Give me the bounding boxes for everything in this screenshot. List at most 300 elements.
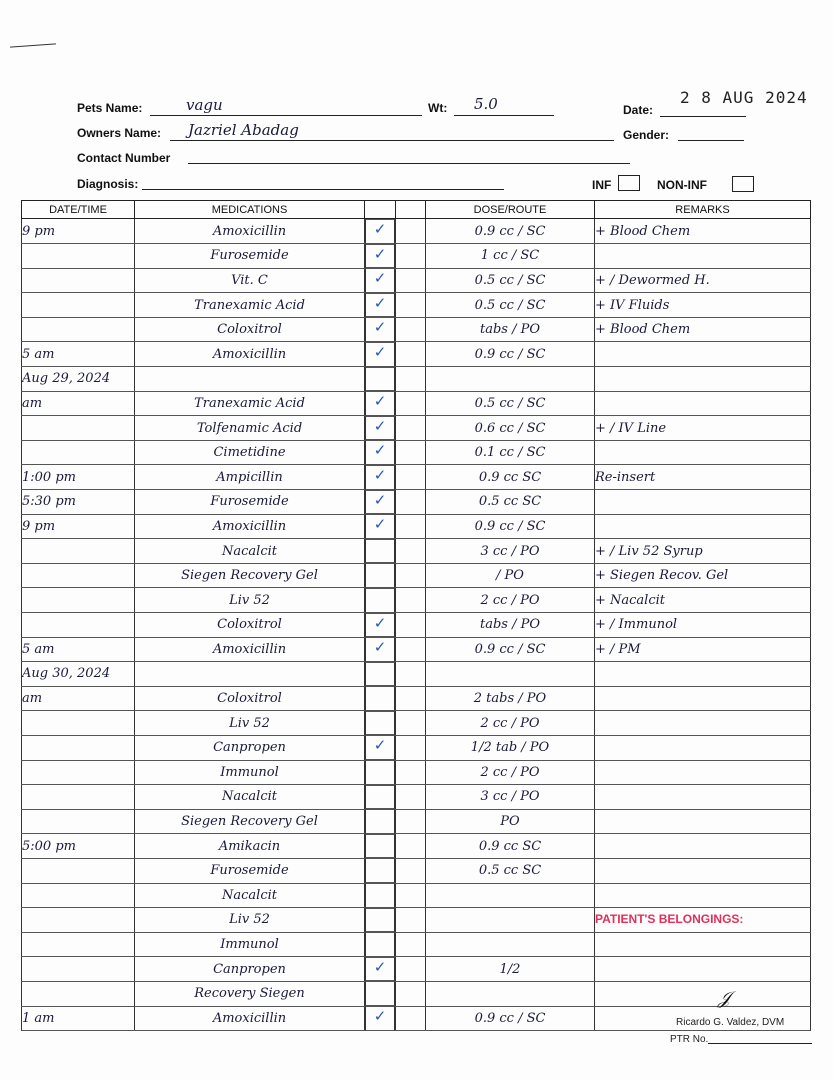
check-cell[interactable] — [365, 760, 395, 785]
check-cell[interactable] — [365, 883, 395, 908]
remarks-cell[interactable] — [595, 932, 811, 957]
medication-cell[interactable] — [135, 514, 365, 539]
medication-cell[interactable] — [135, 416, 365, 441]
check-cell[interactable] — [365, 834, 395, 859]
dose-route-cell[interactable] — [426, 760, 595, 785]
check-cell[interactable] — [365, 662, 395, 687]
check-cell[interactable] — [365, 785, 395, 810]
date-time-text: 5:00 pm — [22, 838, 76, 854]
table-row — [22, 268, 811, 293]
dose-route-cell[interactable] — [426, 1006, 595, 1031]
dose-route-cell[interactable] — [426, 858, 595, 883]
gender-label: Gender: — [623, 128, 670, 142]
check-cell-2[interactable] — [396, 391, 426, 416]
medication-cell[interactable] — [135, 465, 365, 490]
check-cell[interactable] — [365, 293, 395, 318]
check-cell-2[interactable] — [396, 219, 426, 244]
check-cell-2[interactable] — [396, 588, 426, 613]
check-cell[interactable] — [365, 908, 395, 933]
table-row — [22, 834, 811, 859]
check-cell-2[interactable] — [396, 514, 426, 539]
table-row — [22, 809, 811, 834]
date-time-cell[interactable] — [22, 908, 135, 933]
dose-route-cell[interactable] — [426, 465, 595, 490]
table-row — [22, 244, 811, 269]
medication-text: Liv 52 — [229, 592, 270, 608]
dose-route-cell[interactable] — [426, 883, 595, 908]
check-cell[interactable] — [365, 637, 395, 662]
check-cell-2[interactable] — [396, 883, 426, 908]
dose-route-cell[interactable] — [426, 981, 595, 1006]
medication-text: Amikacin — [218, 838, 281, 854]
medication-text: Cimetidine — [213, 445, 286, 461]
date-time-cell[interactable] — [22, 1006, 135, 1031]
remarks-cell[interactable] — [595, 244, 811, 269]
dose-route-cell[interactable] — [426, 908, 595, 933]
dose-route-text: 0.9 cc SC — [478, 469, 542, 485]
medication-cell[interactable] — [135, 834, 365, 859]
medication-text: Nacalcit — [222, 789, 277, 805]
remarks-cell[interactable] — [595, 563, 811, 588]
date-time-cell[interactable] — [22, 785, 135, 810]
remarks-text: + / IV Line — [595, 420, 667, 436]
check-cell-2[interactable] — [396, 367, 426, 392]
check-cell-2[interactable] — [396, 317, 426, 342]
date-label: Date: — [623, 103, 654, 117]
remarks-cell[interactable] — [595, 342, 811, 367]
remarks-cell[interactable] — [595, 686, 811, 711]
date-time-cell[interactable] — [22, 367, 135, 392]
table-row — [22, 686, 811, 711]
owners-name-value[interactable]: Jazriel Abadag — [188, 121, 299, 139]
date-time-text: 1:00 pm — [22, 469, 76, 485]
remarks-cell[interactable] — [595, 908, 811, 933]
remarks-text: PATIENT'S BELONGINGS: — [595, 912, 744, 927]
checkmark-icon: ✓ — [373, 957, 387, 976]
check-cell-2[interactable] — [396, 957, 426, 982]
dose-route-cell[interactable] — [426, 613, 595, 638]
dose-route-cell[interactable] — [426, 416, 595, 441]
check-cell-2[interactable] — [396, 416, 426, 441]
dose-route-text: 0.6 cc / SC — [474, 420, 546, 436]
table-row — [22, 662, 811, 687]
table-row — [22, 858, 811, 883]
remarks-text: + IV Fluids — [595, 297, 670, 313]
header-dose-route: DOSE/ROUTE — [426, 201, 595, 219]
check-cell[interactable] — [365, 563, 395, 588]
dose-route-cell[interactable] — [426, 588, 595, 613]
checkmark-icon: ✓ — [373, 515, 387, 534]
check-cell[interactable] — [365, 268, 395, 293]
medication-cell[interactable] — [135, 588, 365, 613]
medication-cell[interactable] — [135, 367, 365, 392]
dose-route-cell[interactable] — [426, 711, 595, 736]
medication-cell[interactable] — [135, 244, 365, 269]
dose-route-cell[interactable] — [426, 244, 595, 269]
check-cell[interactable] — [365, 465, 395, 490]
check-cell-2[interactable] — [396, 932, 426, 957]
date-time-cell[interactable] — [22, 342, 135, 367]
check-cell-2[interactable] — [396, 858, 426, 883]
medication-cell[interactable] — [135, 662, 365, 687]
check-cell-2[interactable] — [396, 440, 426, 465]
check-cell-2[interactable] — [396, 735, 426, 760]
medication-cell[interactable] — [135, 760, 365, 785]
medication-cell[interactable] — [135, 785, 365, 810]
remarks-cell[interactable] — [595, 613, 811, 638]
medication-cell[interactable] — [135, 908, 365, 933]
dose-route-cell[interactable] — [426, 834, 595, 859]
dose-route-text: 0.5 cc / SC — [474, 395, 546, 411]
medication-text: Nacalcit — [222, 887, 277, 903]
remarks-cell[interactable] — [595, 268, 811, 293]
date-time-cell[interactable] — [22, 219, 135, 244]
remarks-cell[interactable] — [595, 981, 811, 1006]
medication-cell[interactable] — [135, 293, 365, 318]
date-time-cell[interactable] — [22, 416, 135, 441]
gender-line[interactable] — [678, 140, 744, 141]
date-time-cell[interactable] — [22, 858, 135, 883]
remarks-cell[interactable] — [595, 637, 811, 662]
remarks-text: + / Immunol — [595, 617, 678, 633]
remarks-cell[interactable] — [595, 317, 811, 342]
diagnosis-label: Diagnosis: — [77, 177, 139, 191]
check-cell[interactable] — [365, 514, 395, 539]
date-time-cell[interactable] — [22, 440, 135, 465]
check-cell-2[interactable] — [396, 662, 426, 687]
medication-cell[interactable] — [135, 637, 365, 662]
date-time-cell[interactable] — [22, 588, 135, 613]
date-time-text: am — [22, 395, 43, 411]
remarks-text: + Blood Chem — [595, 322, 691, 338]
check-cell[interactable] — [365, 588, 395, 613]
date-time-cell[interactable] — [22, 244, 135, 269]
medication-text: Amoxicillin — [212, 641, 287, 657]
dose-route-cell[interactable] — [426, 490, 595, 515]
medication-text: Furosemide — [210, 248, 289, 264]
date-time-cell[interactable] — [22, 957, 135, 982]
dose-route-cell[interactable] — [426, 293, 595, 318]
check-cell[interactable] — [365, 957, 395, 982]
medication-cell[interactable] — [135, 440, 365, 465]
checkmark-icon: ✓ — [373, 293, 387, 312]
date-time-cell[interactable] — [22, 490, 135, 515]
dose-route-cell[interactable] — [426, 932, 595, 957]
remarks-text: + Siegen Recov. Gel — [595, 568, 729, 584]
remarks-cell[interactable] — [595, 293, 811, 318]
medication-text: Vit. C — [231, 272, 268, 288]
dose-route-text: 0.9 cc / SC — [474, 641, 546, 657]
table-row — [22, 613, 811, 638]
date-time-cell[interactable] — [22, 268, 135, 293]
medication-cell[interactable] — [135, 391, 365, 416]
date-time-cell[interactable] — [22, 834, 135, 859]
check-cell-2[interactable] — [396, 981, 426, 1006]
remarks-cell[interactable] — [595, 834, 811, 859]
medication-cell[interactable] — [135, 686, 365, 711]
dose-route-cell[interactable] — [426, 735, 595, 760]
check-cell[interactable] — [365, 1006, 395, 1031]
dose-route-text: 1 cc / SC — [480, 248, 540, 264]
remarks-cell[interactable] — [595, 465, 811, 490]
remarks-cell[interactable] — [595, 416, 811, 441]
table-row — [22, 293, 811, 318]
check-cell-2[interactable] — [396, 711, 426, 736]
check-cell-2[interactable] — [396, 465, 426, 490]
check-cell-2[interactable] — [396, 834, 426, 859]
check-cell-2[interactable] — [396, 637, 426, 662]
dose-route-text: 2 cc / PO — [480, 715, 540, 731]
remarks-cell[interactable] — [595, 440, 811, 465]
remarks-cell[interactable] — [595, 735, 811, 760]
table-row — [22, 391, 811, 416]
table-row — [22, 342, 811, 367]
remarks-cell[interactable] — [595, 539, 811, 564]
remarks-cell[interactable] — [595, 662, 811, 687]
medication-text: Ampicillin — [216, 469, 283, 485]
date-stamp[interactable]: 2 8 AUG 2024 — [680, 88, 808, 107]
check-cell[interactable] — [365, 539, 395, 564]
date-time-cell[interactable] — [22, 760, 135, 785]
check-cell-2[interactable] — [396, 1006, 426, 1031]
date-time-text: am — [22, 691, 43, 707]
medication-cell[interactable] — [135, 317, 365, 342]
check-cell-2[interactable] — [396, 244, 426, 269]
check-cell[interactable] — [365, 219, 395, 244]
check-cell[interactable] — [365, 809, 395, 834]
remarks-cell[interactable] — [595, 957, 811, 982]
date-time-cell[interactable] — [22, 809, 135, 834]
medication-cell[interactable] — [135, 539, 365, 564]
date-time-text: Aug 29, 2024 — [22, 371, 111, 387]
medication-cell[interactable] — [135, 735, 365, 760]
remarks-text: + Blood Chem — [595, 223, 691, 239]
medication-log-table — [21, 200, 811, 1031]
check-cell-2[interactable] — [396, 613, 426, 638]
date-time-cell[interactable] — [22, 317, 135, 342]
medication-cell[interactable] — [135, 1006, 365, 1031]
medication-cell[interactable] — [135, 268, 365, 293]
dose-route-cell[interactable] — [426, 662, 595, 687]
dose-route-cell[interactable] — [426, 391, 595, 416]
medication-text: Nacalcit — [222, 543, 277, 559]
dose-route-cell[interactable] — [426, 809, 595, 834]
medication-text: Amoxicillin — [212, 1010, 287, 1026]
dose-route-cell[interactable] — [426, 637, 595, 662]
remarks-cell[interactable] — [595, 760, 811, 785]
date-time-cell[interactable] — [22, 662, 135, 687]
check-cell[interactable] — [365, 686, 395, 711]
table-row — [22, 539, 811, 564]
dose-route-cell[interactable] — [426, 514, 595, 539]
medication-text: Tolfenamic Acid — [196, 420, 303, 436]
weight-value[interactable]: 5.0 — [474, 95, 498, 113]
date-time-text: 9 pm — [22, 223, 56, 239]
date-time-cell[interactable] — [22, 539, 135, 564]
check-cell-2[interactable] — [396, 490, 426, 515]
owners-name-line — [170, 140, 614, 141]
medication-text: Amoxicillin — [212, 346, 287, 362]
table-row — [22, 465, 811, 490]
medication-text: Tranexamic Acid — [194, 297, 305, 313]
remarks-cell[interactable] — [595, 588, 811, 613]
medication-cell[interactable] — [135, 490, 365, 515]
medication-text: Canpropen — [213, 740, 286, 756]
check-cell[interactable] — [365, 613, 395, 638]
checkmark-icon: ✓ — [373, 490, 387, 509]
medication-text: Coloxitrol — [217, 617, 282, 633]
dose-route-cell[interactable] — [426, 268, 595, 293]
non-inf-checkbox[interactable] — [732, 176, 754, 192]
check-cell[interactable] — [365, 317, 395, 342]
check-cell-2[interactable] — [396, 908, 426, 933]
remarks-cell[interactable] — [595, 367, 811, 392]
dose-route-cell[interactable] — [426, 342, 595, 367]
dose-route-cell[interactable] — [426, 785, 595, 810]
dose-route-text: 0.9 cc / SC — [474, 223, 546, 239]
medication-text: Furosemide — [210, 494, 289, 510]
inf-label: INF — [592, 178, 612, 192]
medication-cell[interactable] — [135, 957, 365, 982]
owners-name-label: Owners Name: — [77, 126, 162, 140]
dose-route-text: 0.5 cc SC — [478, 863, 542, 879]
date-time-cell[interactable] — [22, 883, 135, 908]
pets-name-value[interactable]: vagu — [186, 96, 223, 114]
medication-text: Coloxitrol — [217, 691, 282, 707]
inf-checkbox[interactable] — [618, 175, 640, 191]
dose-route-text: tabs / PO — [479, 322, 541, 338]
remarks-cell[interactable] — [595, 219, 811, 244]
check-cell-2[interactable] — [396, 785, 426, 810]
dose-route-cell[interactable] — [426, 563, 595, 588]
dose-route-text: 0.5 cc SC — [478, 494, 542, 510]
medication-cell[interactable] — [135, 711, 365, 736]
check-cell-2[interactable] — [396, 293, 426, 318]
date-time-cell[interactable] — [22, 613, 135, 638]
remarks-text: + Nacalcit — [595, 592, 666, 608]
date-time-cell[interactable] — [22, 735, 135, 760]
table-row — [22, 514, 811, 539]
check-cell[interactable] — [365, 244, 395, 269]
medication-cell[interactable] — [135, 932, 365, 957]
check-cell-2[interactable] — [396, 539, 426, 564]
remarks-cell[interactable] — [595, 711, 811, 736]
date-time-cell[interactable] — [22, 637, 135, 662]
medication-text: Siegen Recovery Gel — [181, 568, 318, 584]
remarks-cell[interactable] — [595, 858, 811, 883]
ptr-line[interactable] — [708, 1043, 812, 1044]
table-row — [22, 957, 811, 982]
dose-route-cell[interactable] — [426, 957, 595, 982]
dose-route-text: 3 cc / PO — [480, 543, 540, 559]
date-time-cell[interactable] — [22, 293, 135, 318]
check-cell[interactable] — [365, 342, 395, 367]
remarks-cell[interactable] — [595, 883, 811, 908]
checkmark-icon: ✓ — [373, 736, 387, 755]
pets-name-label: Pets Name: — [77, 101, 143, 115]
check-cell[interactable] — [365, 391, 395, 416]
dose-route-text: tabs / PO — [479, 617, 541, 633]
medication-cell[interactable] — [135, 613, 365, 638]
check-cell[interactable] — [365, 932, 395, 957]
medication-text: Canpropen — [213, 961, 286, 977]
check-cell-2[interactable] — [396, 342, 426, 367]
table-row — [22, 219, 811, 244]
contact-number-line[interactable] — [188, 163, 630, 164]
check-cell[interactable] — [365, 981, 395, 1006]
remarks-cell[interactable] — [595, 809, 811, 834]
medication-cell[interactable] — [135, 883, 365, 908]
date-line — [660, 116, 746, 117]
check-cell[interactable] — [365, 711, 395, 736]
check-cell-2[interactable] — [396, 268, 426, 293]
date-time-cell[interactable] — [22, 932, 135, 957]
remarks-cell[interactable] — [595, 391, 811, 416]
medication-text: Recovery Siegen — [194, 986, 305, 1002]
date-time-cell[interactable] — [22, 563, 135, 588]
medication-text: Liv 52 — [229, 715, 270, 731]
dose-route-text: 2 cc / PO — [480, 764, 540, 780]
medication-text: Amoxicillin — [212, 223, 287, 239]
dose-route-cell[interactable] — [426, 539, 595, 564]
check-cell[interactable] — [365, 367, 395, 392]
medication-text: Amoxicillin — [212, 518, 287, 534]
date-time-cell[interactable] — [22, 514, 135, 539]
medication-cell[interactable] — [135, 981, 365, 1006]
date-time-cell[interactable] — [22, 686, 135, 711]
check-cell-2[interactable] — [396, 760, 426, 785]
check-cell-2[interactable] — [396, 563, 426, 588]
check-cell[interactable] — [365, 440, 395, 465]
date-time-cell[interactable] — [22, 391, 135, 416]
check-cell[interactable] — [365, 490, 395, 515]
checkmark-icon: ✓ — [373, 613, 387, 632]
medication-cell[interactable] — [135, 342, 365, 367]
dose-route-cell[interactable] — [426, 219, 595, 244]
remarks-cell[interactable] — [595, 514, 811, 539]
dose-route-text: PO — [500, 814, 520, 830]
medication-text: Immunol — [220, 764, 279, 780]
dose-route-text: 0.9 cc / SC — [474, 1010, 546, 1026]
header-date-time: DATE/TIME — [22, 201, 135, 219]
check-cell-2[interactable] — [396, 686, 426, 711]
medication-text: Siegen Recovery Gel — [181, 814, 318, 830]
checkmark-icon: ✓ — [373, 342, 387, 361]
dose-route-text: 0.5 cc / SC — [474, 272, 546, 288]
date-time-cell[interactable] — [22, 465, 135, 490]
medication-text: Furosemide — [210, 863, 289, 879]
remarks-cell[interactable] — [595, 490, 811, 515]
dose-route-cell[interactable] — [426, 686, 595, 711]
header-medications: MEDICATIONS — [135, 201, 365, 219]
date-time-cell[interactable] — [22, 981, 135, 1006]
dose-route-cell[interactable] — [426, 440, 595, 465]
date-time-cell[interactable] — [22, 711, 135, 736]
medication-cell[interactable] — [135, 858, 365, 883]
diagnosis-line[interactable] — [142, 189, 504, 190]
check-cell[interactable] — [365, 858, 395, 883]
medication-cell[interactable] — [135, 809, 365, 834]
check-cell-2[interactable] — [396, 809, 426, 834]
dose-route-cell[interactable] — [426, 317, 595, 342]
medication-cell[interactable] — [135, 219, 365, 244]
check-cell[interactable] — [365, 735, 395, 760]
remarks-cell[interactable] — [595, 785, 811, 810]
check-cell[interactable] — [365, 416, 395, 441]
checkmark-icon: ✓ — [373, 441, 387, 460]
dose-route-cell[interactable] — [426, 367, 595, 392]
medication-cell[interactable] — [135, 563, 365, 588]
